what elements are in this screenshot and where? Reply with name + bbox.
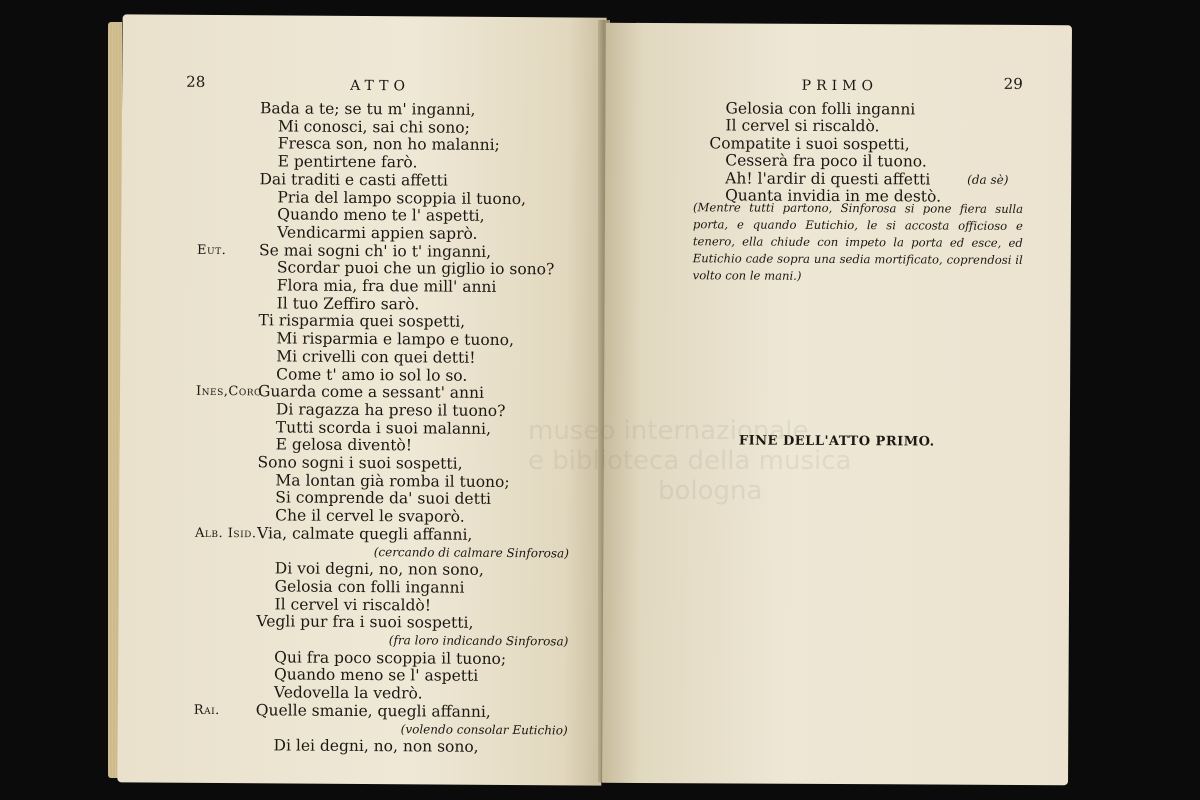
page-number: 28 <box>186 72 206 91</box>
verse-line: Pria del lampo scoppia il tuono, <box>277 187 527 208</box>
stage-direction: (Mentre tutti partono, Sinforosa si pone fiera sulla porta, e quando Eutichio, le si accosta officioso e tenero, ella chiude con impeto la porta ed esce, ed Eutichio cade sopra una sedia mortificato, coprendosi il volto con le mani.) <box>692 200 1024 283</box>
verse-line: E gelosa diventò! <box>275 435 413 455</box>
verse-line: Di voi degni, no, non sono, <box>274 559 484 580</box>
running-head: PRIMO <box>801 77 879 95</box>
stage-direction: (fra loro indicando Sinforosa) <box>388 633 569 649</box>
verse-line: Mi crivelli con quei detti! <box>276 347 476 367</box>
speaker-name: Rai. <box>193 702 220 718</box>
verse-line: Come t' amo io sol lo so. <box>276 364 468 385</box>
watermark-line: bologna <box>658 476 763 506</box>
verse-line: Gelosia con folli inganni <box>725 99 916 119</box>
verse-line: Dai traditi e casti affetti <box>259 170 448 190</box>
watermark-line: e biblioteca della musica <box>528 446 852 476</box>
verse-line: Fresca son, non ho malanni; <box>277 134 500 155</box>
library-watermark <box>528 416 851 506</box>
verse-line: Qui fra poco scoppia il tuono; <box>274 648 507 668</box>
verse-line: Quando meno te l' aspetti, <box>277 205 485 226</box>
verse-line: Ah! l'ardir di questi affetti <box>725 169 931 189</box>
watermark-line: museo internazionale <box>528 416 809 446</box>
right-page <box>602 23 1072 785</box>
verse-line: Gelosia con folli inganni <box>274 577 465 597</box>
verse-line: Via, calmate quegli affanni, <box>257 524 473 544</box>
verse-line: Il cervel vi riscaldò! <box>274 594 432 615</box>
verse-line: Vedovella la vedrò. <box>273 683 423 703</box>
verse-line: Che il cervel le svaporò. <box>275 506 465 526</box>
verse-line: Quanta invidia in me destò. <box>725 186 942 206</box>
open-book <box>108 16 1072 784</box>
verse-line: Il cervel si riscaldò. <box>725 116 880 136</box>
speaker-name: Alb. Isid. <box>195 525 257 542</box>
verse-line: Se mai sogni ch' io t' inganni, <box>258 240 492 261</box>
verse-line: Vegli pur fra i suoi sospetti, <box>256 612 474 633</box>
page-number: 29 <box>1003 74 1023 93</box>
stage-direction: (cercando di calmare Sinforosa) <box>373 544 569 560</box>
verse-line: Di lei degni, no, non sono, <box>273 736 479 757</box>
verse-line: Ti risparmia quei sospetti, <box>258 311 466 332</box>
verse-line: Di ragazza ha preso il tuono? <box>275 400 506 420</box>
verse-line: Quelle smanie, quegli affanni, <box>255 701 491 721</box>
end-of-act: FINE DELL'ATTO PRIMO. <box>738 433 935 450</box>
verse-line: Bada a te; se tu m' inganni, <box>259 99 476 119</box>
verse-line: Ma lontan già romba il tuono; <box>275 471 510 491</box>
verse-line: Cesserà fra poco il tuono. <box>725 151 927 171</box>
verse-line: Quando meno se l' aspetti <box>274 665 479 686</box>
verse-line: E pentirtene farò. <box>277 152 418 172</box>
verse-line: Mi conosci, sai chi sono; <box>277 117 470 137</box>
verse-line: Scordar puoi che un giglio io sono? <box>276 258 555 279</box>
verse-line: Compatite i suoi sospetti, <box>709 134 910 154</box>
verse-line: Il tuo Zeffiro sarò. <box>276 294 420 314</box>
verse-line: Si comprende da' suoi detti <box>275 488 492 509</box>
aside-direction: (da sè) <box>967 172 1009 187</box>
verse-line: Tutti scorda i suoi malanni, <box>275 417 492 438</box>
verse-line: Flora mia, fra due mill' anni <box>276 276 497 296</box>
running-head: ATTO <box>350 77 411 95</box>
left-page <box>117 14 606 785</box>
verse-line: Mi risparmia e lampo e tuono, <box>276 329 515 350</box>
stage-direction: (volendo consolar Eutichio) <box>400 721 568 737</box>
verse-line: Guarda come a sessant' anni <box>257 382 485 403</box>
speaker-name: Ines,Coro <box>196 384 262 400</box>
speaker-name: Eut. <box>196 242 227 258</box>
verse-line: Sono sogni i suoi sospetti, <box>257 453 463 473</box>
verse-line: Vendicarmi appien saprò. <box>277 223 478 243</box>
